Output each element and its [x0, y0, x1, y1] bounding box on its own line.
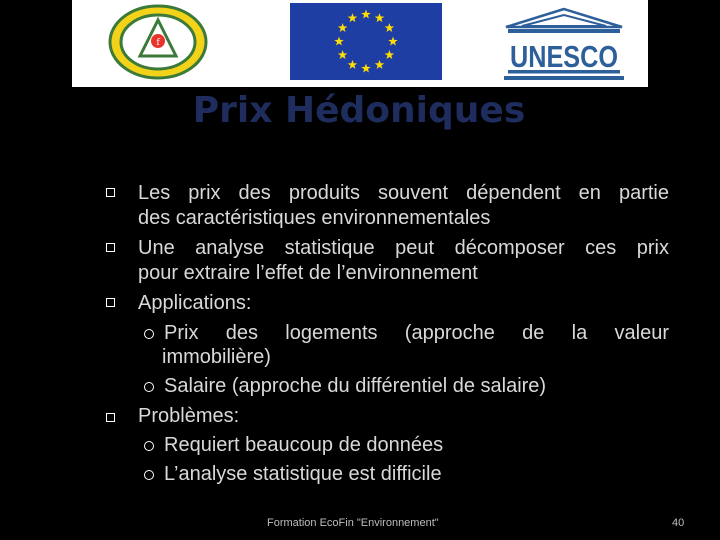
footer-text: Formation EcoFin "Environnement" — [267, 517, 439, 529]
bullet-square-icon — [106, 188, 115, 197]
bullet-square-icon — [106, 243, 115, 252]
sub-bullet-circle-icon — [144, 329, 154, 339]
bullet-text: pour extraire l’effet de l’environnement — [138, 262, 478, 284]
logo-banner — [72, 0, 648, 87]
bullet-square-icon — [106, 413, 115, 422]
unesco-wordmark: UNESCO — [510, 39, 618, 74]
sub-bullet-circle-icon — [144, 470, 154, 480]
page-number: 40 — [672, 517, 685, 529]
sub-bullet-text: Salaire (approche du différentiel de salaire) — [164, 375, 547, 397]
slide-title: Prix Hédoniques — [192, 90, 526, 131]
bullet-text: Une analyse statistique peut décomposer ces prix — [138, 237, 669, 259]
svg-text:f: f — [156, 38, 160, 48]
sub-bullet-text: Requiert beaucoup de données — [164, 434, 444, 456]
bullet-text: Problèmes: — [138, 405, 240, 427]
bullet-text: Applications: — [138, 292, 252, 314]
eu-flag-logo — [290, 3, 442, 80]
sub-bullet-circle-icon — [144, 382, 154, 392]
bullet-text: des caractéristiques environnementales — [138, 207, 491, 229]
sub-bullet-text: L’analyse statistique est difficile — [164, 463, 442, 485]
emblem-logo — [108, 4, 208, 80]
sub-bullet-text: immobilière) — [162, 346, 271, 368]
unesco-logo — [500, 7, 628, 82]
bullet-text: Les prix des produits souvent dépendent en partie — [138, 182, 669, 204]
sub-bullet-text: Prix des logements (approche de la valeur — [164, 322, 669, 344]
bullet-square-icon — [106, 298, 115, 307]
sub-bullet-circle-icon — [144, 441, 154, 451]
